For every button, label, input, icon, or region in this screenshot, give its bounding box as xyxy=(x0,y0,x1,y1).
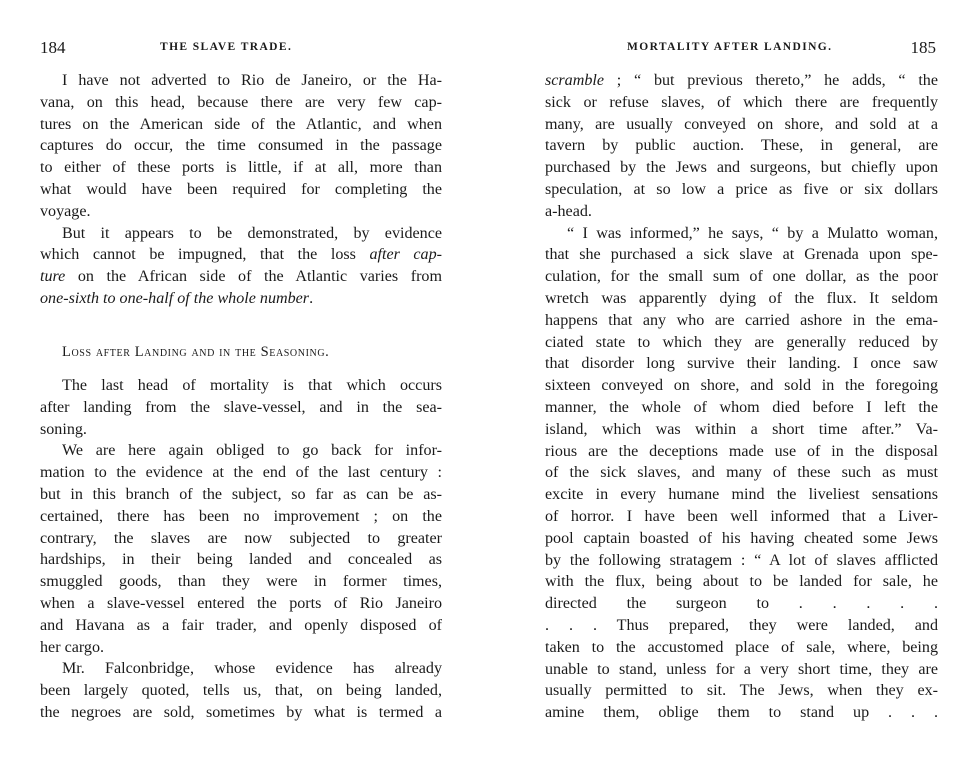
text-line: of horror. I have been well informed that a Liver- xyxy=(545,507,938,525)
italic-fragment: one-sixth to one-half of the whole number xyxy=(40,289,310,307)
text-line: island, which was within a short time after.” Va- xyxy=(545,420,938,438)
text-line: what would have been required for completing the xyxy=(40,180,442,198)
text-line: sixteen conveyed on shore, and sold in the foregoing xyxy=(545,377,938,395)
text-line: been largely quoted, tells us, that, on being landed, xyxy=(40,682,442,700)
italic-fragment: scramble xyxy=(545,72,604,89)
text-line: soning. xyxy=(40,420,87,438)
left-paragraphs-2 xyxy=(40,375,442,724)
text-fragment: ; “ but previous thereto,” he adds, “ the xyxy=(604,72,938,89)
text-line: her cargo. xyxy=(40,638,105,656)
text-line: happens that any who are carried ashore in the ema- xyxy=(545,311,938,329)
running-head: MORTALITY AFTER LANDING. xyxy=(627,41,833,53)
italic-fragment: after cap- xyxy=(369,246,443,264)
text-line: to either of these ports is little, if at all, more than xyxy=(40,159,442,177)
text-line: We are here again obliged to go back for infor- xyxy=(62,442,442,460)
right-page-header xyxy=(545,38,938,58)
page-number: 184 xyxy=(40,38,66,57)
text-line: that disorder long survive their landing. I once saw xyxy=(545,355,938,373)
text-line: taken to the accustomed place of sale, where, being xyxy=(545,638,938,656)
text-line: of the sick slaves, and many of these such as must xyxy=(545,464,938,482)
text-line: directed the surgeon to . . . . . xyxy=(545,595,938,613)
section-heading: Loss after Landing and in the Seasoning. xyxy=(62,344,330,360)
text-line-mixed xyxy=(545,70,938,92)
left-paragraphs-1 xyxy=(40,70,442,310)
text-line: ciated state to which they are generally reduced by xyxy=(545,333,938,351)
right-page xyxy=(545,0,938,762)
text-line: sick or refuse slaves, of which there are frequently xyxy=(545,93,938,111)
text-line: and Havana as a fair trader, and openly disposed of xyxy=(40,616,442,634)
text-line-mixed xyxy=(40,244,442,266)
text-fragment: on the African side of the Atlantic varies from xyxy=(65,268,442,286)
text-line: wretch was apparently dying of the flux. It seldom xyxy=(545,289,938,307)
text-line: excite in every humane mind the liveliest sensations xyxy=(545,486,938,504)
text-line: but in this branch of the subject, so far as can be as- xyxy=(40,485,442,503)
text-line: by the following stratagem : “ A lot of slaves afflicted xyxy=(545,551,938,569)
text-line: tures on the American side of the Atlantic, and when xyxy=(40,115,442,133)
text-line-mixed xyxy=(40,266,442,288)
text-line: mation to the evidence at the end of the last century : xyxy=(40,464,442,482)
text-line: when a slave-vessel entered the ports of Rio Janeiro xyxy=(40,594,442,612)
running-head: THE SLAVE TRADE. xyxy=(160,41,293,53)
text-line: . . . Thus prepared, they were landed, and xyxy=(545,616,938,634)
text-line: usually permitted to sit. The Jews, when they ex- xyxy=(545,682,938,700)
text-line: many, are usually conveyed on shore, and sold at a xyxy=(545,115,938,133)
text-line: “ I was informed,” he says, “ by a Mulatto woman, xyxy=(567,224,938,242)
text-line: voyage. xyxy=(40,202,91,220)
text-line: speculation, at so low a price as five or six dollars xyxy=(545,180,938,198)
italic-fragment: ture xyxy=(40,268,66,286)
text-line: The last head of mortality is that which occurs xyxy=(62,377,442,394)
text-line: unable to stand, unless for a very short time, they are xyxy=(545,660,938,678)
text-line: a-head. xyxy=(545,202,592,220)
text-line: after landing from the slave-vessel, and in the sea- xyxy=(40,398,442,416)
text-line: the negroes are sold, sometimes by what is termed a xyxy=(40,703,442,721)
text-line-mixed xyxy=(40,288,442,310)
text-line: rious are the deceptions made use of in the disposal xyxy=(545,442,938,460)
text-line: certained, there has been no improvement ; on the xyxy=(40,507,442,525)
text-line: vana, on this head, because there are very few cap- xyxy=(40,93,442,111)
text-line: Mr. Falconbridge, whose evidence has already xyxy=(62,660,442,678)
text-fragment: which cannot be impugned, that the loss xyxy=(40,246,370,264)
page-number: 185 xyxy=(910,38,936,57)
text-line: tavern by public auction. These, in general, are xyxy=(545,137,938,155)
left-page xyxy=(40,0,442,762)
text-line: captures do occur, the time consumed in the passage xyxy=(40,137,442,155)
text-line: smuggled goods, than they were in former times, xyxy=(40,573,442,591)
text-line: with the flux, being about to be landed for sale, he xyxy=(545,573,938,591)
text-line: hardships, in their being landed and concealed as xyxy=(40,551,442,569)
text-line: contrary, the slaves are now subjected to greater xyxy=(40,529,442,547)
text-line: culation, for the small sum of one dollar, as the poor xyxy=(545,268,938,286)
text-line: amine them, oblige them to stand up . . . xyxy=(545,704,938,722)
text-line: I have not adverted to Rio de Janeiro, or the Ha- xyxy=(62,72,442,89)
text-line: manner, the whole of whom died before I left the xyxy=(545,398,938,416)
right-paragraphs xyxy=(545,70,938,724)
text-line: that she purchased a sick slave at Grenada upon spe- xyxy=(545,246,938,264)
left-page-header xyxy=(40,38,442,58)
text-line: pool captain boasted of his having cheated some Jews xyxy=(545,529,938,547)
text-line: purchased by the Jews and surgeons, but chiefly upon xyxy=(545,159,938,177)
text-fragment: . xyxy=(309,289,314,307)
text-line: But it appears to be demonstrated, by evidence xyxy=(62,224,442,242)
